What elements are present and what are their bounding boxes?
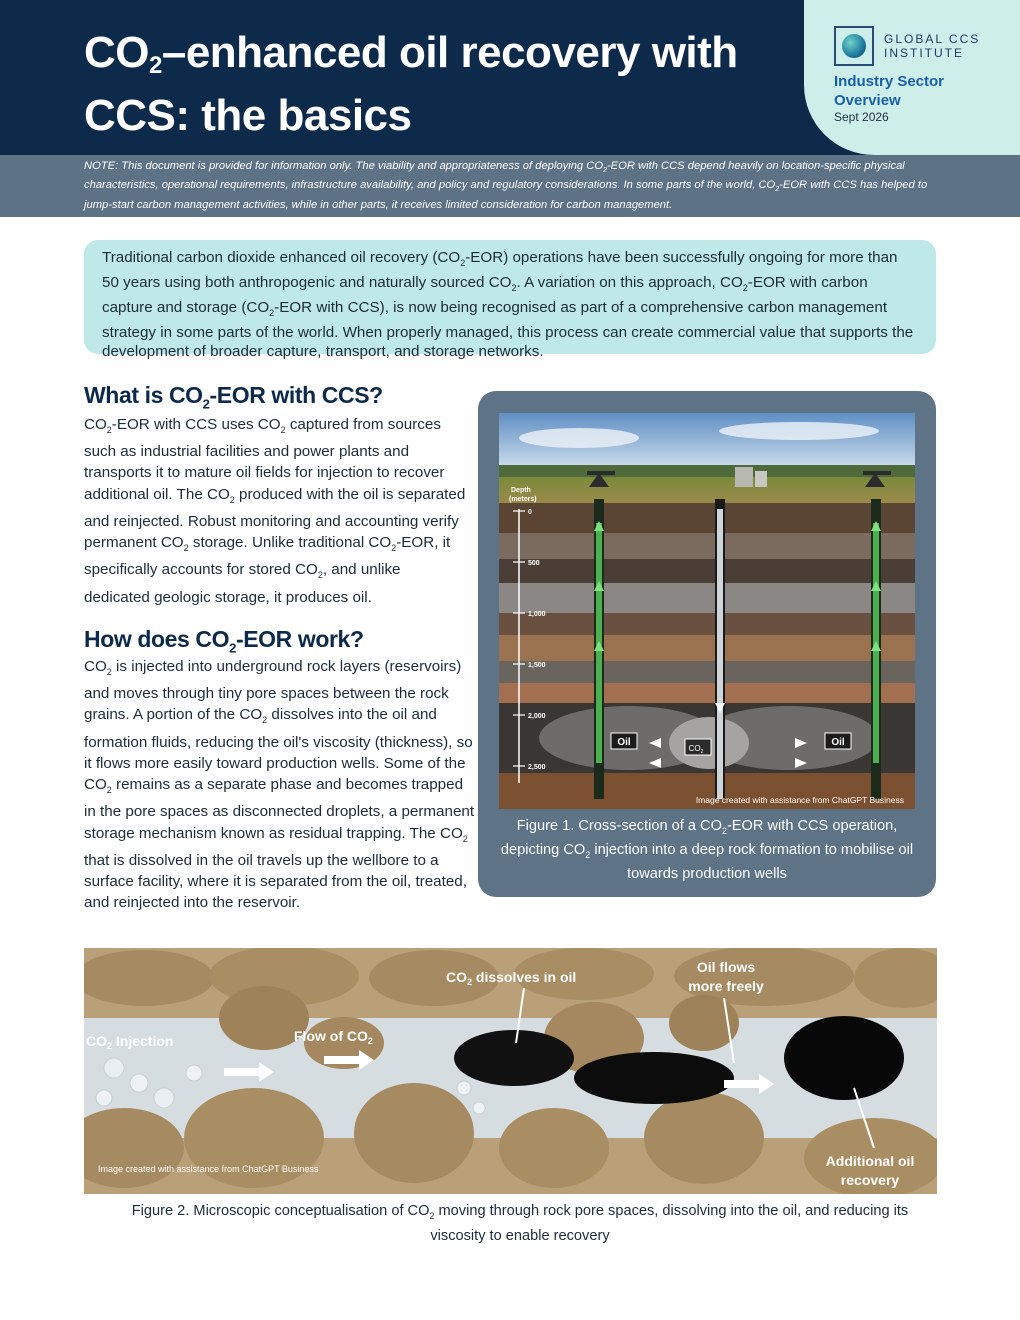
co2-injection-label: $CO_2$ Injection (86, 1033, 174, 1051)
disclaimer-note: NOTE: This document is provided for information only. The viability and appropriateness of deploying $CO_2$-EOR with CCS depend heavily on location-specific physical characteristics, operational requirements, infrastructure availability, and policy and regulatory considerations. In some parts of the world, $CO_2$-EOR with CCS has helped to jump-start carbon management activities, while in other parts, it receives limited consideration for carbon management. (0, 155, 1020, 217)
section-paragraph-how-works: $CO_2$ is injected into underground rock layers (reservoirs) and moves through tiny pore spaces between the rock grains. A portion of the $CO_2$ dissolves into the oil and formation fluids, reducing the oil's viscosity (thickness), so it flows more easily toward production wells. Some of the $CO_2$ remains as a separate phase and becomes trapped in the pore spaces as disconnected droplets, a permanent storage mechanism known as residual trapping. The $CO_2$ that is dissolved in the oil travels up the wellbore to a surface facility, where it is separated from the oil, treated, and reinjected into the reservoir. (84, 658, 475, 912)
depth-tick-label: 500 (528, 560, 540, 567)
depth-axis-unit: (meters) (509, 496, 537, 503)
co2-flow-label: Flow of $CO_2$ (294, 1028, 373, 1046)
depth-tick-label: 1,000 (528, 611, 546, 618)
figure-1-card (478, 391, 936, 897)
figure-1-caption: Figure 1. Cross-section of a $CO_2$-EOR with CCS operation, depicting $CO_2$ injection into a deep rock formation to mobilise oil towards production wells (500, 818, 914, 882)
additional-oil-label-line2: recovery (840, 1172, 900, 1188)
depth-tick-label: 2,000 (528, 713, 546, 720)
section-heading-what-is: What is $CO_2$-EOR with CCS? (84, 382, 383, 412)
figure-1-credit: Image created with assistance from ChatGPT Business (695, 795, 904, 805)
co2-dissolves-label: $CO_2$ dissolves in oil (446, 969, 577, 987)
institute-badge (804, 0, 1020, 155)
section-paragraph-what-is: $CO_2$-EOR with CCS uses $CO_2$ captured from sources such as industrial facilities and power plants and transports it to mature oil fields for injection to recover additional oil. The $CO_2$ produced with the oil is separated and reinjected. Robust monitoring and accounting verify permanent $CO_2$ storage. Unlike traditional $CO_2$-EOR, it specifically accounts for stored $CO_2$, and unlike dedicated geologic storage, it produces oil. (84, 416, 466, 606)
depth-tick-label: 0 (528, 509, 532, 516)
global-ccs-logo-icon (834, 26, 874, 66)
intro-summary-box: Traditional carbon dioxide enhanced oil recovery $(CO_2-EOR)$ operations have been successfully ongoing for more than 50 years using both anthropogenic and naturally sourced $CO_2$. A variation on this approach, $CO_2$-EOR with carbon capture and storage ($CO_2$-EOR with CCS), is now being recognised as part of a comprehensive carbon management strategy in some parts of the world. When properly managed, this process can create commercial value that supports the development of broader capture, transport, and storage networks. (84, 240, 936, 354)
co2-label: $CO_2$ (688, 744, 704, 755)
figure-2-microscopic-image (84, 948, 937, 1194)
oil-flows-label-line1: Oil flows (696, 959, 756, 975)
depth-tick-label: 1,500 (528, 662, 546, 669)
oil-label-right: Oil (831, 737, 845, 748)
oil-label-left: Oil (617, 737, 631, 748)
depth-axis-title: Depth (511, 487, 531, 494)
depth-tick-label: 2,500 (528, 764, 546, 771)
header-banner (0, 0, 1020, 155)
figure-1-cross-section-image (499, 413, 915, 809)
figure-2-caption: Figure 2. Microscopic conceptualisation of $CO_2$ moving through rock pore spaces, dissolving into the oil, and reducing its viscosity to enable recovery (131, 1203, 909, 1244)
figure-2-credit: Image created with assistance from ChatGPT Business (98, 1164, 319, 1174)
logo-wordmark: GLOBAL CCS INSTITUTE (884, 32, 981, 60)
oil-flows-label-line2: more freely (688, 978, 764, 994)
sector-label: Industry Sector Overview (834, 73, 945, 109)
section-heading-how-works: How does $CO_2$-EOR work? (84, 626, 364, 656)
page-title: $CO_2$–enhanced oil recovery with CCS: the basics (84, 28, 738, 140)
publication-date: Sept 2026 (834, 110, 889, 124)
additional-oil-label-line1: Additional oil (825, 1153, 915, 1169)
